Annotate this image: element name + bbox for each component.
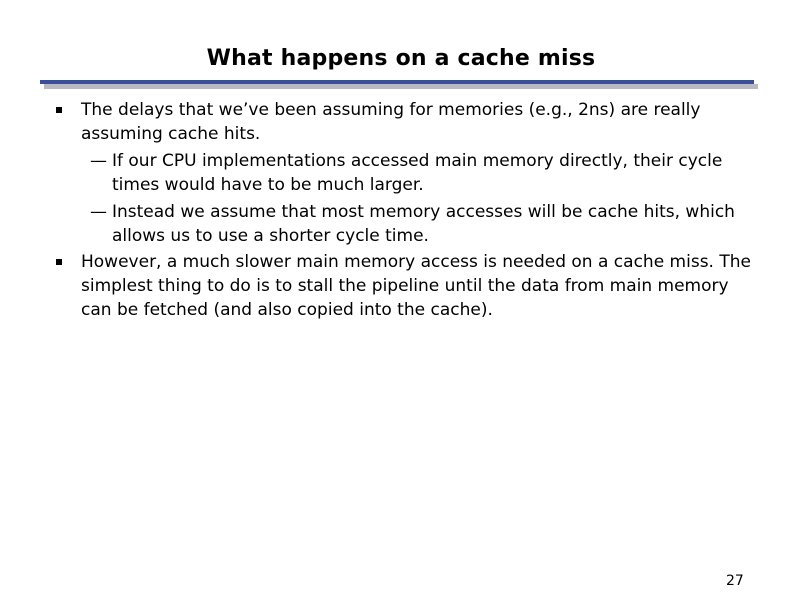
sub-bullet-item — [0, 200, 792, 248]
square-bullet-icon — [56, 259, 62, 265]
sub-bullet-text: Instead we assume that most memory accesses will be cache hits, which allows us to use a shorter cycle time. — [112, 202, 735, 246]
sub-bullet-item — [0, 149, 792, 197]
title-rule-shadow — [44, 84, 758, 89]
dash-bullet-icon: — — [90, 202, 107, 222]
page-number: 27 — [726, 573, 744, 589]
slide-title: What happens on a cache miss — [206, 46, 596, 71]
bullet-item — [0, 98, 792, 146]
dash-bullet-icon: — — [90, 151, 107, 171]
bullet-item — [0, 250, 792, 322]
bullet-list — [0, 98, 792, 324]
sub-bullet-text: If our CPU implementations accessed main memory directly, their cycle times would have to be much larger. — [112, 151, 723, 195]
square-bullet-icon — [56, 107, 62, 113]
bullet-text: However, a much slower main memory access is needed on a cache miss. The simplest thing to do is to stall the pipeline until the data from main memory can be fetched (and also copied into the cache). — [81, 252, 751, 320]
title-rule — [40, 80, 754, 84]
bullet-text: The delays that we’ve been assuming for memories (e.g., 2ns) are really assuming cache hits. — [81, 100, 701, 144]
